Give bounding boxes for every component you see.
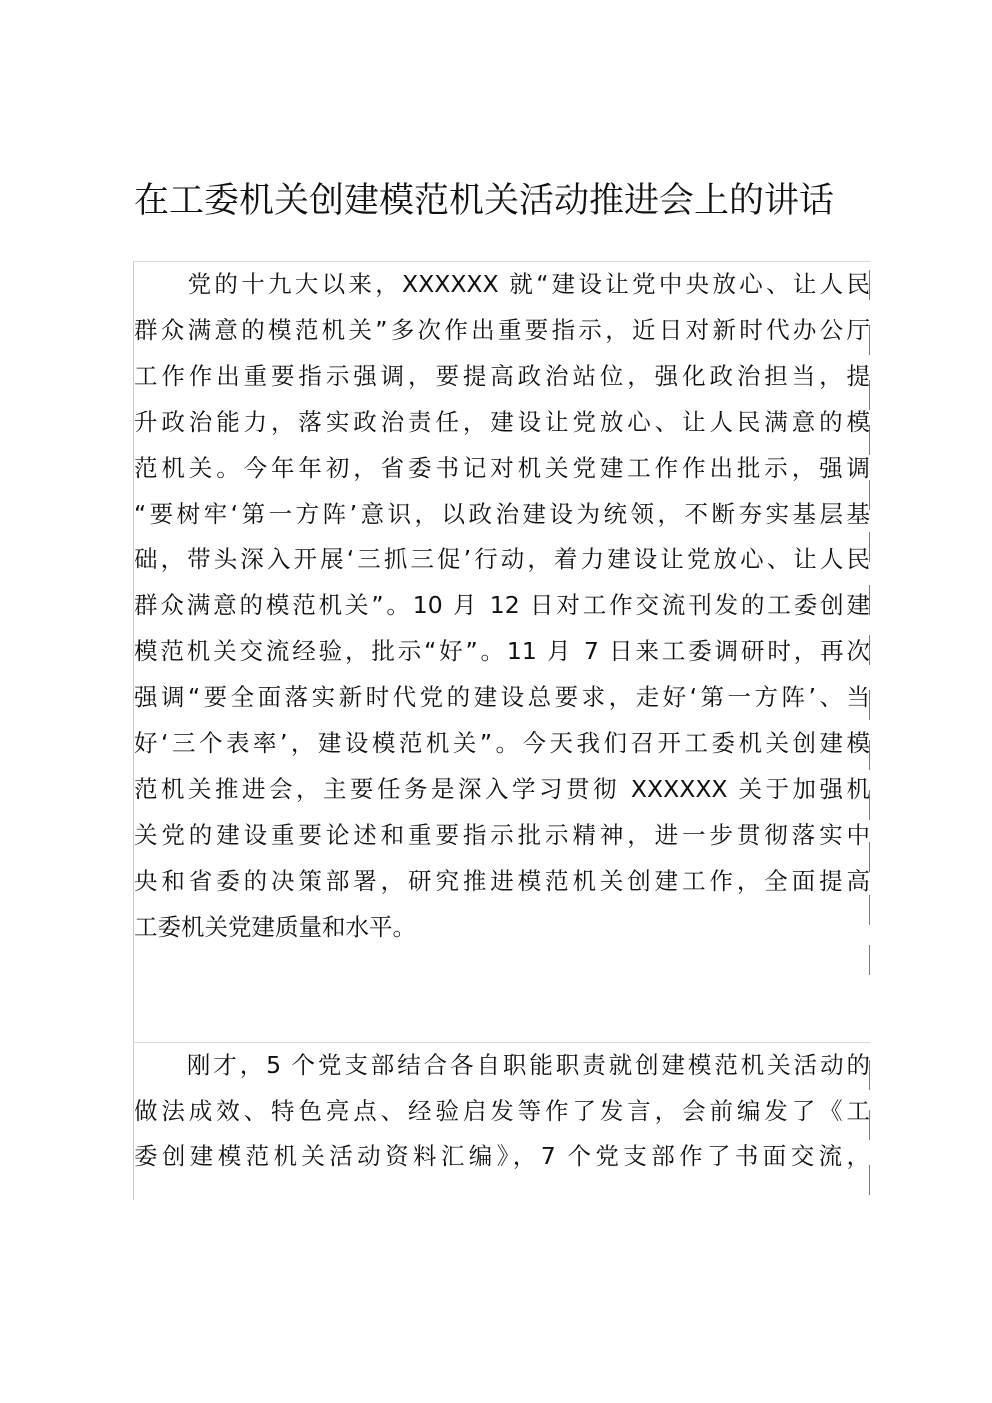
text-line: 好‘三个表率’，建设模范机关”。今天我们召开工委机关创建模 <box>134 729 870 758</box>
text-line: 升政治能力，落实政治责任，建设让党放心、让人民满意的模 <box>134 407 870 436</box>
text-line: 群众满意的模范机关”多次作出重要指示，近日对新时代办公厅 <box>134 315 870 344</box>
text-line: 础，带头深入开展‘三抓三促’行动，着力建设让党放心、让人民 <box>134 545 870 574</box>
text-line: 群众满意的模范机关”。10 月 12 日对工作交流刊发的工委创建 <box>134 591 870 620</box>
paragraph <box>134 262 870 951</box>
text-line: 做法成效、特色亮点、经验启发等作了发言，会前编发了《工 <box>134 1096 870 1125</box>
paragraph <box>134 1043 870 1181</box>
text-line: 强调“要全面落实新时代党的建设总要求，走好‘第一方阵’、当 <box>134 683 870 712</box>
text-line: 模范机关交流经验，批示“好”。11 月 7 日来工委调研时，再次 <box>134 637 870 666</box>
text-line: 委创建模范机关活动资料汇编》，7 个党支部作了书面交流， <box>134 1142 870 1171</box>
text-line: 范机关。今年年初，省委书记对机关党建工作作出批示，强调 <box>134 453 870 482</box>
document-title: 在工委机关创建模范机关活动推进会上的讲话 <box>134 181 835 221</box>
text-line: 党的十九大以来，XXXXXX 就“建设让党中央放心、让人民 <box>134 270 870 298</box>
text-line: “要树牢‘第一方阵’意识，以政治建设为统领，不断夯实基层基 <box>134 499 870 528</box>
text-line: 关党的建设重要论述和重要指示批示精神，进一步贯彻落实中 <box>134 820 870 849</box>
text-line: 刚才，5 个党支部结合各自职能职责就创建模范机关活动的 <box>134 1050 870 1079</box>
text-line: 央和省委的决策部署，研究推进模范机关创建工作，全面提高 <box>134 866 870 895</box>
text-line: 工作作出重要指示强调，要提高政治站位，强化政治担当，提 <box>134 361 870 390</box>
document-body <box>134 262 870 1180</box>
text-line: 工委机关党建质量和水平。 <box>134 912 416 941</box>
text-line: 范机关推进会，主要任务是深入学习贯彻 XXXXXX 关于加强机 <box>134 774 870 803</box>
